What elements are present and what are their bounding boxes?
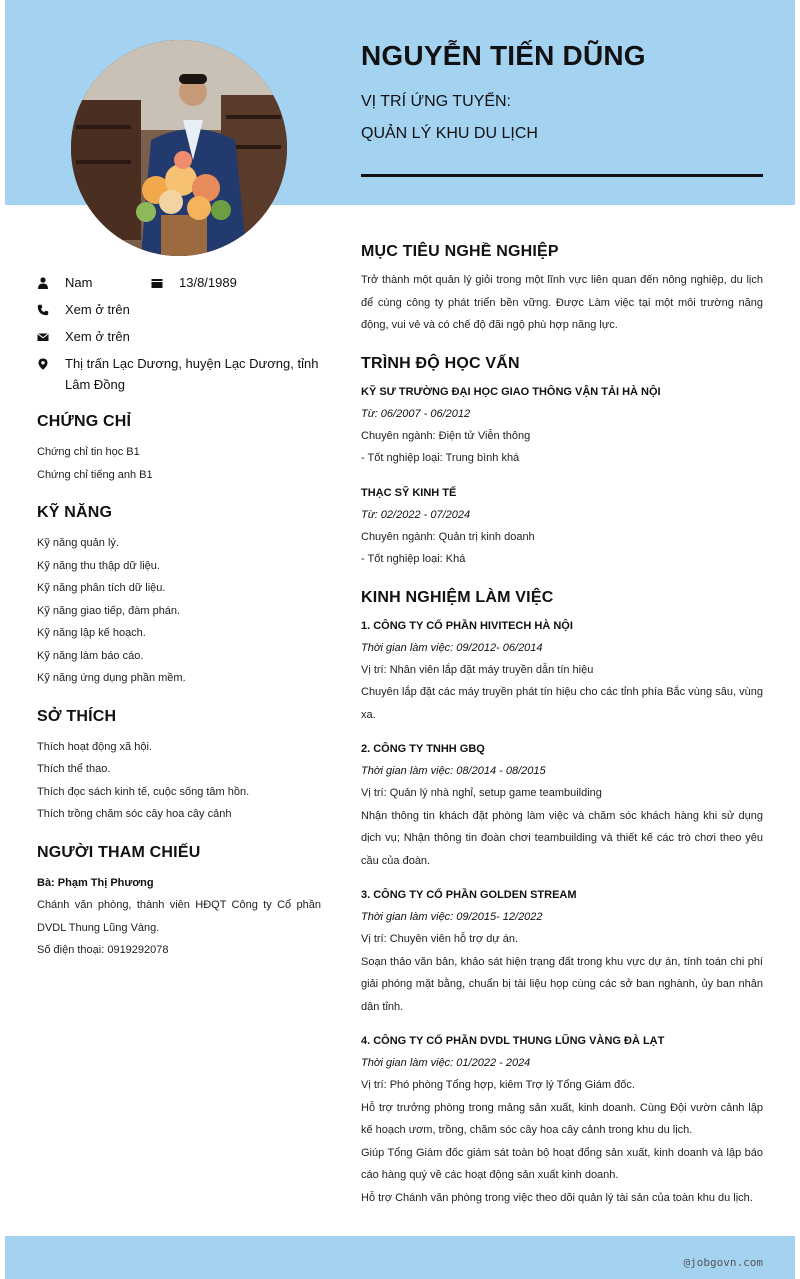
job-detail: Nhận thông tin khách đặt phòng làm việc và chăm sóc khách hàng khi sử dụng dịch vụ; Nhận thông tin đoàn chơi teambuilding và thiết kế các trò chơi theo yêu cầu của đoàn. [361,809,763,867]
job-role: Vị trí: Quản lý nhà nghỉ, setup game teambuilding [361,787,602,799]
position-value: QUẢN LÝ KHU DU LỊCH [361,125,538,142]
education-major: Chuyên ngành: Điện tử Viễn thông [361,429,531,442]
certificate-item: Chứng chỉ tin học B1 [37,446,140,458]
calendar-icon [151,272,179,293]
job-role: Vị trí: Chuyên viên hỗ trợ dự án. [361,933,519,945]
phone-value: Xem ở trên [65,302,130,317]
candidate-name: NGUYỄN TIẾN DŨNG [361,40,646,71]
phone-row [37,299,321,320]
education-entry [361,381,763,470]
address-value: Thị trấn Lạc Dương, huyện Lạc Dương, tỉnh Lâm Đồng [65,356,319,392]
hobby-item: Thích thể thao. [37,763,111,775]
mail-icon [37,326,65,347]
certificate-item: Chứng chỉ tiếng anh B1 [37,468,153,481]
email-value: Xem ở trên [65,329,130,344]
gender-birth-row [37,272,321,293]
education-section [361,355,763,571]
job-detail: Hỗ trợ Chánh văn phòng trong việc theo dõi quản lý tài sản của toàn khu du lịch. [361,1191,753,1204]
objective-text: Trở thành một quản lý giỏi trong một lĩnh vực liên quan đến nông nghiệp, du lịch để cùng công ty phát triển bền vững. Được Làm việc tại một môi trường năng động, vui vẻ và có chế độ đãi ngộ phù hợp năng lực. [361,274,763,331]
header-divider [361,174,763,177]
job-role: Vị trí: Nhân viên lắp đặt máy truyền dẫn tín hiệu [361,663,594,676]
right-column [361,243,763,1227]
position-label: VỊ TRÍ ỨNG TUYỂN: [361,93,511,110]
reference-name: Bà: Phạm Thị Phương [37,876,154,889]
education-school: THẠC SỸ KINH TẾ [361,486,457,499]
education-date: Từ: 06/2007 - 06/2012 [361,407,471,420]
education-entry [361,482,763,571]
avatar [71,40,287,256]
location-icon [37,353,65,374]
education-heading: TRÌNH ĐỘ HỌC VẤN [361,354,520,372]
objective-heading: MỤC TIÊU NGHỀ NGHIỆP [361,243,559,260]
skill-item: Kỹ năng thu thập dữ liệu. [37,559,160,572]
education-date: Từ: 02/2022 - 07/2024 [361,508,471,521]
job-company: 3. CÔNG TY CỔ PHẦN GOLDEN STREAM [361,889,577,901]
job-entry [361,1030,763,1209]
gender-value: Nam [65,275,93,290]
job-time: Thời gian làm việc: 08/2014 - 08/2015 [361,765,546,777]
skill-item: Kỹ năng lập kế hoạch. [37,627,146,639]
job-time: Thời gian làm việc: 09/2015- 12/2022 [361,911,543,923]
email-row [37,326,321,347]
job-entry [361,884,763,1018]
left-column [37,272,321,962]
job-entry [361,615,763,727]
job-detail: Giúp Tổng Giám đốc giám sát toàn bộ hoạt đổng sản xuất, kinh doanh và lập báo cáo hàng quý về các hoạt động sản xuất kinh doanh. [361,1146,763,1181]
job-role: Vị trí: Phó phòng Tổng hợp, kiêm Trợ lý Tổng Giám đốc. [361,1079,635,1091]
hobby-item: Thích trồng chăm sóc cây hoa cây cảnh [37,808,232,820]
job-detail: Soạn thảo văn bản, khảo sát hiện trạng đất trong khu vực dự án, tính toán chi phí giải phóng mặt bằng, chuẩn bị tài liệu họp cùng các sở ban nghành, ủy ban nhân dân tỉnh. [361,955,763,1013]
job-entry [361,738,763,872]
skills-heading: KỸ NĂNG [37,504,113,521]
job-company: 2. CÔNG TY TNHH GBQ [361,743,485,755]
profile-photo [71,40,287,256]
objective-section [361,243,763,337]
skill-item: Kỹ năng ứng dụng phần mềm. [37,672,186,684]
skill-item: Kỹ năng làm báo cáo. [37,649,144,662]
hobby-item: Thích đọc sách kinh tế, cuộc sống tâm hồn. [37,785,250,798]
certificates-heading: CHỨNG CHỈ [37,413,132,430]
experience-section [361,589,763,1210]
hobby-item: Thích hoạt động xã hội. [37,740,152,753]
footer-band [5,1236,795,1279]
phone-icon [37,299,65,320]
person-icon [37,272,65,293]
job-detail: Chuyên lắp đặt các máy truyền phát tín hiệu cho các tỉnh phía Bắc vùng sâu, vùng xa. [361,686,763,721]
reference-role: Chánh văn phòng, thành viên HĐQT Công ty Cổ phần DVDL Thung Lũng Vàng. [37,899,321,934]
hobbies-heading: SỞ THÍCH [37,707,117,725]
skill-item: Kỹ năng giao tiếp, đàm phán. [37,604,181,617]
footer-watermark: @jobgovn.com [683,1256,763,1269]
job-time: Thời gian làm việc: 09/2012- 06/2014 [361,641,543,654]
education-grade: - Tốt nghiệp loại: Trung bình khá [361,452,520,464]
education-grade: - Tốt nghiệp loại: Khá [361,553,466,565]
job-company: 1. CÔNG TY CỔ PHẦN HIVITECH HÀ NỘI [361,619,573,632]
job-detail: Hỗ trợ trưởng phòng trong mảng sản xuất, kinh doanh. Cùng Đội vườn cảnh lập kế hoạch ươm, trồng, chăm sóc cây hoa cây cảnh trong khu du lịch. [361,1101,763,1136]
job-time: Thời gian làm việc: 01/2022 - 2024 [361,1057,531,1069]
reference-heading: NGƯỜI THAM CHIẾU [37,843,201,861]
birthdate-value: 13/8/1989 [179,275,237,290]
skill-item: Kỹ năng phân tích dữ liệu. [37,582,166,594]
job-company: 4. CÔNG TY CỔ PHẦN DVDL THUNG LŨNG VÀNG ĐÀ LẠT [361,1035,665,1047]
education-school: KỸ SƯ TRƯỜNG ĐẠI HỌC GIAO THÔNG VẬN TẢI HÀ NỘI [361,385,661,398]
education-major: Chuyên ngành: Quản trị kinh doanh [361,530,535,543]
skill-item: Kỹ năng quản lý. [37,537,119,549]
experience-heading: KINH NGHIỆM LÀM VIỆC [361,588,554,606]
address-row [37,353,321,395]
reference-phone: Số điện thoại: 0919292078 [37,944,169,956]
